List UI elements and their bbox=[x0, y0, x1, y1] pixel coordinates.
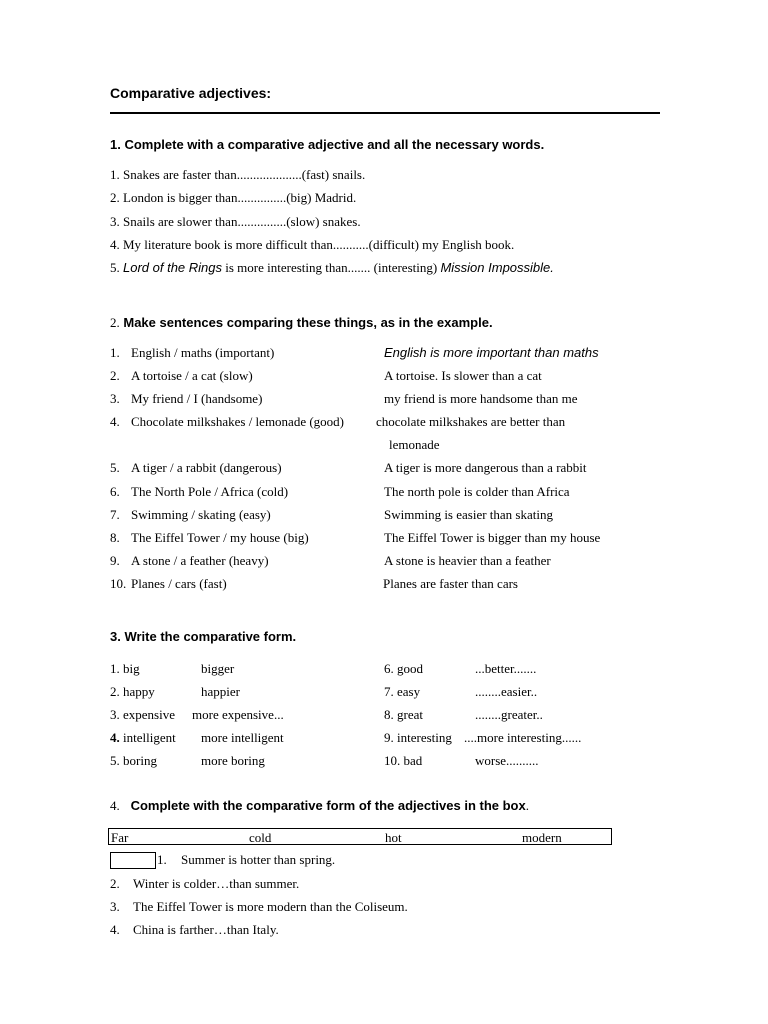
heading-number: 2. bbox=[110, 315, 120, 330]
section2-answer-2: A tortoise. Is slower than a cat bbox=[384, 368, 542, 383]
section2-answer-4: chocolate milkshakes are better than bbox=[376, 414, 566, 429]
section3-answer-6: ...better....... bbox=[475, 661, 537, 676]
section2-prompt-6: The North Pole / Africa (cold) bbox=[131, 484, 289, 499]
section2-answer-1: English is more important than maths bbox=[384, 345, 599, 360]
section3-answer-5: more boring bbox=[201, 753, 265, 768]
section3-answer-1: bigger bbox=[201, 661, 235, 676]
item-number: 2. bbox=[110, 190, 120, 205]
section3-answer-9: ....more interesting...... bbox=[464, 730, 582, 745]
section4-num-4: 4. bbox=[110, 922, 120, 937]
section2-num-3: 3. bbox=[110, 391, 120, 406]
section2-answer-5: A tiger is more dangerous than a rabbit bbox=[384, 460, 587, 475]
section1-item-4 bbox=[110, 237, 514, 253]
item-number: 4. bbox=[110, 237, 120, 252]
word-box-item: hot bbox=[385, 830, 402, 845]
section2-answer-4-continued: lemonade bbox=[389, 437, 440, 452]
word-box-item: modern bbox=[522, 830, 562, 845]
section3-answer-7: ........easier.. bbox=[475, 684, 538, 699]
section2-prompt-9: A stone / a feather (heavy) bbox=[131, 553, 269, 568]
section2-num-2: 2. bbox=[110, 368, 120, 383]
heading-number: 4. bbox=[110, 798, 120, 813]
section2-answer-3: my friend is more handsome than me bbox=[384, 391, 578, 406]
item-text: London is bigger than...............(big) Madrid. bbox=[123, 190, 357, 205]
section3-word-7: 7. easy bbox=[384, 684, 421, 699]
section4-item-1: Summer is hotter than spring. bbox=[181, 852, 336, 867]
section4-item-3: The Eiffel Tower is more modern than the Coliseum. bbox=[133, 899, 408, 914]
section2-num-7: 7. bbox=[110, 507, 120, 522]
section4-num-2: 2. bbox=[110, 876, 120, 891]
section2-heading bbox=[110, 315, 493, 331]
section3-answer-3: more expensive... bbox=[192, 707, 284, 722]
section2-prompt-4: Chocolate milkshakes / lemonade (good) bbox=[131, 414, 345, 429]
section3-answer-8: ........greater.. bbox=[475, 707, 543, 722]
section1-item-1 bbox=[110, 167, 365, 183]
section3-word-9: 9. interesting bbox=[384, 730, 452, 745]
word-box-item: cold bbox=[249, 830, 272, 845]
item-title-b: Mission Impossible. bbox=[440, 260, 554, 275]
section3-word-1: 1. big bbox=[110, 661, 140, 676]
section2-prompt-10: Planes / cars (fast) bbox=[131, 576, 227, 591]
section2-answer-6: The north pole is colder than Africa bbox=[384, 484, 570, 499]
section4-item-4: China is farther…than Italy. bbox=[133, 922, 279, 937]
word-text: intelligent bbox=[119, 730, 176, 745]
section1-heading: 1. Complete with a comparative adjective and all the necessary words. bbox=[110, 137, 545, 152]
section3-word-8: 8. great bbox=[384, 707, 423, 722]
section4-item-2: Winter is colder…than summer. bbox=[133, 876, 300, 891]
section3-word-4 bbox=[110, 730, 176, 746]
section2-num-10: 10. bbox=[110, 576, 127, 591]
section2-num-4: 4. bbox=[110, 414, 120, 429]
section3-word-10: 10. bad bbox=[384, 753, 423, 768]
section3-word-3: 3. expensive bbox=[110, 707, 175, 722]
section3-word-2: 2. happy bbox=[110, 684, 155, 699]
item-title-a: Lord of the Rings bbox=[123, 260, 223, 275]
word-number: 4. bbox=[110, 730, 120, 745]
section2-answer-8: The Eiffel Tower is bigger than my house bbox=[384, 530, 601, 545]
section3-word-6: 6. good bbox=[384, 661, 423, 676]
section2-num-8: 8. bbox=[110, 530, 120, 545]
section3-word-5: 5. boring bbox=[110, 753, 157, 768]
item-number: 3. bbox=[110, 214, 120, 229]
section2-num-9: 9. bbox=[110, 553, 120, 568]
item-number: 5. bbox=[110, 260, 120, 275]
item-text: Snakes are faster than....................(fast) snails. bbox=[123, 167, 366, 182]
title-rule bbox=[110, 112, 660, 114]
heading-period: . bbox=[525, 798, 529, 813]
section2-prompt-5: A tiger / a rabbit (dangerous) bbox=[131, 460, 282, 475]
item-text: My literature book is more difficult than...........(difficult) my English book. bbox=[123, 237, 515, 252]
section2-prompt-7: Swimming / skating (easy) bbox=[131, 507, 271, 522]
word-box bbox=[108, 828, 612, 845]
section1-item-2 bbox=[110, 190, 356, 206]
section2-prompt-8: The Eiffel Tower / my house (big) bbox=[131, 530, 309, 545]
word-box-item: Far bbox=[111, 830, 129, 845]
heading-text: Complete with the comparative form of the adjectives in the box bbox=[130, 798, 526, 813]
section2-num-6: 6. bbox=[110, 484, 120, 499]
section2-answer-9: A stone is heavier than a feather bbox=[384, 553, 551, 568]
item-text: Snails are slower than...............(slow) snakes. bbox=[123, 214, 361, 229]
section4-num-3: 3. bbox=[110, 899, 120, 914]
section2-prompt-2: A tortoise / a cat (slow) bbox=[131, 368, 253, 383]
empty-box bbox=[110, 852, 156, 869]
section2-num-5: 5. bbox=[110, 460, 120, 475]
section2-answer-10: Planes are faster than cars bbox=[383, 576, 518, 591]
item-number: 1. bbox=[110, 167, 120, 182]
item-text: is more interesting than....... (interesting) bbox=[222, 260, 441, 275]
section3-answer-10: worse.......... bbox=[475, 753, 539, 768]
page-title: Comparative adjectives: bbox=[110, 85, 272, 101]
section3-answer-2: happier bbox=[201, 684, 240, 699]
section1-item-3 bbox=[110, 214, 361, 230]
section1-item-5 bbox=[110, 260, 554, 276]
section4-heading bbox=[110, 798, 529, 814]
section2-prompt-3: My friend / I (handsome) bbox=[131, 391, 263, 406]
section2-answer-7: Swimming is easier than skating bbox=[384, 507, 553, 522]
section4-num-1: 1. bbox=[157, 852, 167, 867]
section3-answer-4: more intelligent bbox=[201, 730, 284, 745]
section2-num-1: 1. bbox=[110, 345, 120, 360]
heading-text: Make sentences comparing these things, as in the example. bbox=[123, 315, 493, 330]
section2-prompt-1: English / maths (important) bbox=[131, 345, 275, 360]
section3-heading: 3. Write the comparative form. bbox=[110, 629, 297, 644]
